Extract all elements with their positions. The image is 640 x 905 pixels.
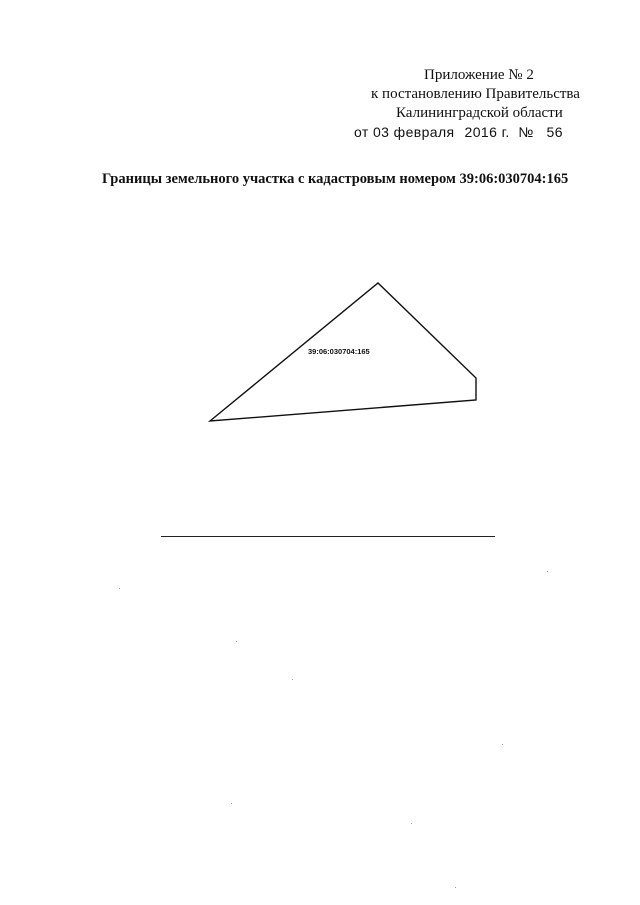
resolution-reference: к постановлению Правительства bbox=[371, 86, 580, 102]
appendix-number: Приложение № 2 bbox=[424, 67, 534, 83]
region-name: Калининградской области bbox=[396, 105, 563, 121]
parcel-cadastral-label: 39:06:030704:165 bbox=[308, 347, 370, 356]
scan-speck bbox=[236, 641, 237, 642]
date-prefix: от bbox=[354, 124, 369, 140]
scan-speck bbox=[502, 744, 503, 745]
scan-speck bbox=[547, 571, 548, 572]
page-title: Границы земельного участка с кадастровым номером 39:06:030704:165 bbox=[102, 171, 569, 187]
scan-speck bbox=[231, 803, 232, 804]
signature-divider bbox=[161, 536, 495, 537]
resolution-number: 56 bbox=[546, 124, 563, 140]
scan-speck bbox=[411, 823, 412, 824]
resolution-year: 2016 г. bbox=[464, 124, 510, 140]
resolution-date: 03 февраля bbox=[373, 124, 455, 140]
number-sign: № bbox=[518, 124, 534, 140]
scan-speck bbox=[455, 887, 456, 888]
scan-speck bbox=[292, 679, 293, 680]
scan-speck bbox=[119, 588, 120, 589]
